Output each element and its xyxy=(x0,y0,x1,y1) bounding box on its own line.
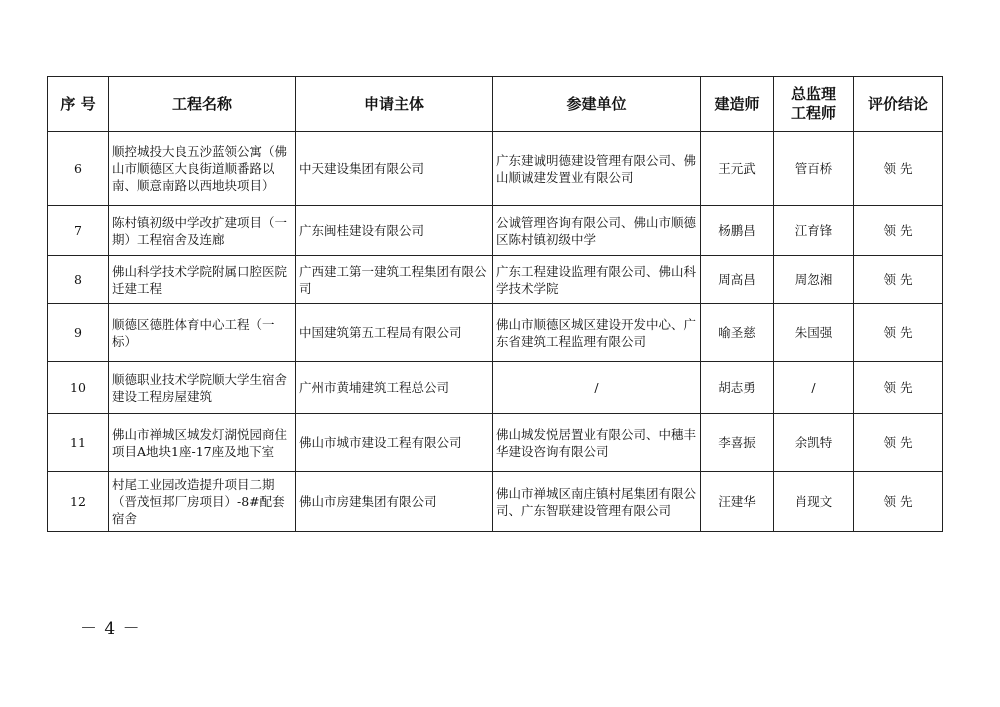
cell-applicant: 佛山市城市建设工程有限公司 xyxy=(296,414,493,472)
cell-conclusion: 领 先 xyxy=(854,132,943,206)
cell-project: 顺德职业技术学院顺大学生宿舍建设工程房屋建筑 xyxy=(109,362,296,414)
cell-constructor: 周高昌 xyxy=(701,256,774,304)
table-row xyxy=(48,362,943,414)
cell-conclusion: 领 先 xyxy=(854,206,943,256)
cell-participants: 广东建诚明德建设管理有限公司、佛山顺诚建发置业有限公司 xyxy=(493,132,701,206)
table-row xyxy=(48,304,943,362)
cell-conclusion: 领 先 xyxy=(854,472,943,532)
header-participants: 参建单位 xyxy=(493,77,701,132)
cell-participants: 公诚管理咨询有限公司、佛山市顺德区陈村镇初级中学 xyxy=(493,206,701,256)
cell-supervisor: 余凯特 xyxy=(774,414,854,472)
cell-index: 7 xyxy=(48,206,109,256)
cell-conclusion: 领 先 xyxy=(854,304,943,362)
cell-participants: 佛山市顺德区城区建设开发中心、广东省建筑工程监理有限公司 xyxy=(493,304,701,362)
cell-index: 11 xyxy=(48,414,109,472)
cell-supervisor: 朱国强 xyxy=(774,304,854,362)
cell-applicant: 中国建筑第五工程局有限公司 xyxy=(296,304,493,362)
header-index: 序 号 xyxy=(48,77,109,132)
cell-conclusion: 领 先 xyxy=(854,256,943,304)
cell-participants: 佛山城发悦居置业有限公司、中穗丰华建设咨询有限公司 xyxy=(493,414,701,472)
cell-constructor: 汪建华 xyxy=(701,472,774,532)
cell-supervisor: 肖现文 xyxy=(774,472,854,532)
cell-supervisor: / xyxy=(774,362,854,414)
cell-applicant: 广州市黄埔建筑工程总公司 xyxy=(296,362,493,414)
cell-participants: / xyxy=(493,362,701,414)
cell-applicant: 广东闽桂建设有限公司 xyxy=(296,206,493,256)
table-header-row xyxy=(48,77,943,132)
cell-participants: 广东工程建设监理有限公司、佛山科学技术学院 xyxy=(493,256,701,304)
table-row xyxy=(48,256,943,304)
cell-index: 6 xyxy=(48,132,109,206)
table-row xyxy=(48,414,943,472)
cell-project: 佛山科学技术学院附属口腔医院迁建工程 xyxy=(109,256,296,304)
cell-project: 村尾工业园改造提升项目二期（晋茂恒邦厂房项目）-8#配套宿舍 xyxy=(109,472,296,532)
cell-constructor: 李喜振 xyxy=(701,414,774,472)
header-supervisor: 总监理 工程师 xyxy=(774,77,854,132)
cell-project: 顺德区德胜体育中心工程（一标） xyxy=(109,304,296,362)
cell-conclusion: 领 先 xyxy=(854,362,943,414)
cell-project: 顺控城投大良五沙蓝领公寓（佛山市顺德区大良街道顺番路以南、顺意南路以西地块项目） xyxy=(109,132,296,206)
header-applicant: 申请主体 xyxy=(296,77,493,132)
table-row xyxy=(48,132,943,206)
header-conclusion: 评价结论 xyxy=(854,77,943,132)
header-project: 工程名称 xyxy=(109,77,296,132)
cell-participants: 佛山市禅城区南庄镇村尾集团有限公司、广东智联建设管理有限公司 xyxy=(493,472,701,532)
cell-index: 8 xyxy=(48,256,109,304)
cell-index: 10 xyxy=(48,362,109,414)
cell-conclusion: 领 先 xyxy=(854,414,943,472)
cell-applicant: 佛山市房建集团有限公司 xyxy=(296,472,493,532)
evaluation-table xyxy=(47,76,943,532)
cell-applicant: 广西建工第一建筑工程集团有限公司 xyxy=(296,256,493,304)
cell-project: 陈村镇初级中学改扩建项目（一期）工程宿舍及连廊 xyxy=(109,206,296,256)
page-number: － 4 － xyxy=(80,619,141,639)
cell-constructor: 王元武 xyxy=(701,132,774,206)
cell-constructor: 喻圣慈 xyxy=(701,304,774,362)
cell-constructor: 杨鹏昌 xyxy=(701,206,774,256)
cell-project: 佛山市禅城区城发灯湖悦园商住项目A地块1座-17座及地下室 xyxy=(109,414,296,472)
table-row xyxy=(48,206,943,256)
header-constructor: 建造师 xyxy=(701,77,774,132)
cell-supervisor: 周忽湘 xyxy=(774,256,854,304)
cell-supervisor: 管百桥 xyxy=(774,132,854,206)
cell-index: 12 xyxy=(48,472,109,532)
table-row xyxy=(48,472,943,532)
cell-index: 9 xyxy=(48,304,109,362)
cell-applicant: 中天建设集团有限公司 xyxy=(296,132,493,206)
cell-constructor: 胡志勇 xyxy=(701,362,774,414)
cell-supervisor: 江育锋 xyxy=(774,206,854,256)
